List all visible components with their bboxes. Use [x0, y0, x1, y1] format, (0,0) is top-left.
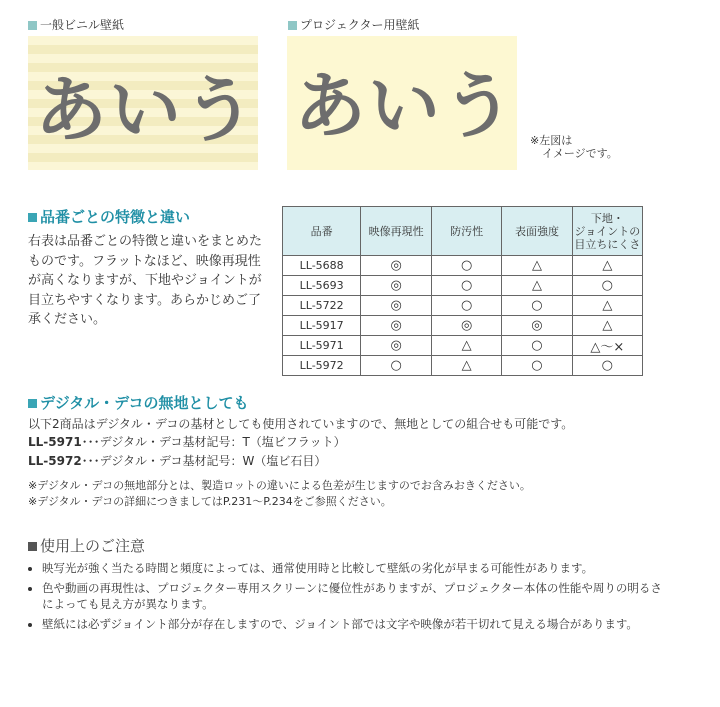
- sample-projector-title: [288, 16, 420, 33]
- table-row: [283, 256, 643, 276]
- digital-note: ※デジタル・デコの無地部分とは、製造ロットの違いによる色差が生じますのでお含みおきください。: [28, 479, 531, 492]
- table-cell: ○: [572, 356, 642, 376]
- table-cell: △: [572, 316, 642, 336]
- table-cell: LL-5688: [283, 256, 361, 276]
- table-cell: ○: [572, 276, 642, 296]
- table-cell: ○: [502, 336, 572, 356]
- digital-item-desc: ･･･デジタル・デコ基材記号：W（塩ビ石目）: [81, 454, 327, 468]
- digital-item-code: LL-5971: [28, 435, 82, 449]
- sample-vinyl-panel: [28, 36, 258, 170]
- table-cell: ○: [502, 296, 572, 316]
- header-cell: 品番: [283, 207, 361, 256]
- table-cell: ○: [502, 356, 572, 376]
- digital-item-desc: ･･･デジタル・デコ基材記号：T（塩ビフラット）: [81, 435, 346, 449]
- digital-note: ※デジタル・デコの詳細につきましてはP.231～P.234をご参照ください。: [28, 495, 392, 508]
- table-header-row: [283, 207, 643, 256]
- list-item: • 壁紙には必ずジョイント部分が存在しますので、ジョイント部では文字や映像が若干切れて見える場合があります。: [42, 616, 668, 632]
- table-cell: LL-5971: [283, 336, 361, 356]
- digital-intro: 以下2商品はデジタル・デコの基材としても使用されていますので、無地としての組合せも可能です。: [28, 417, 574, 431]
- table-cell: ◎: [361, 336, 432, 356]
- table-cell: ○: [431, 276, 501, 296]
- caution-heading-text: 使用上のご注意: [40, 537, 146, 555]
- sample-vinyl-title-text: 一般ビニル壁紙: [40, 18, 125, 32]
- sample-vinyl-title: [28, 16, 124, 33]
- table-row: [283, 296, 643, 316]
- table-cell: △: [502, 276, 572, 296]
- table-cell: ◎: [361, 276, 432, 296]
- sample-projector-kana: あいう: [294, 64, 517, 148]
- table-row: [283, 336, 643, 356]
- table-cell: △: [572, 296, 642, 316]
- square-marker-icon: [28, 399, 37, 408]
- table-cell: △: [572, 256, 642, 276]
- digital-item: [28, 434, 346, 451]
- sample-note-line: ※左図は: [530, 134, 573, 147]
- table-row: [283, 276, 643, 296]
- header-cell: 下地・ ジョイントの 目立ちにくさ: [572, 207, 642, 256]
- table-cell: △: [431, 356, 501, 376]
- caution-heading: [28, 535, 145, 556]
- square-marker-icon: [28, 542, 37, 551]
- feature-table: [282, 206, 643, 376]
- table-cell: ◎: [502, 316, 572, 336]
- list-item: • 色や動画の再現性は、プロジェクター専用スクリーンに優位性がありますが、プロジェクター本体の性能や周りの明るさによっても見え方が異なります。: [42, 580, 668, 612]
- digital-heading-text: デジタル・デコの無地としても: [40, 394, 249, 412]
- table-cell: ○: [431, 296, 501, 316]
- square-marker-icon: [28, 213, 37, 222]
- header-cell: 映像再現性: [361, 207, 432, 256]
- table-cell: LL-5693: [283, 276, 361, 296]
- table-cell: ○: [361, 356, 432, 376]
- table-row: [283, 356, 643, 376]
- table-cell: LL-5722: [283, 296, 361, 316]
- sample-projector-title-text: プロジェクター用壁紙: [300, 18, 420, 32]
- table-cell: △: [502, 256, 572, 276]
- table-cell: △～×: [572, 336, 642, 356]
- features-heading: [28, 206, 190, 227]
- digital-item: [28, 453, 326, 470]
- table-cell: ○: [431, 256, 501, 276]
- table-cell: LL-5972: [283, 356, 361, 376]
- sample-note: [530, 134, 618, 160]
- caution-list: [28, 560, 668, 636]
- sample-projector-panel: [287, 36, 517, 170]
- table-cell: ◎: [361, 316, 432, 336]
- features-heading-text: 品番ごとの特徴と違い: [40, 208, 191, 226]
- square-marker-icon: [28, 21, 37, 30]
- square-marker-icon: [288, 21, 297, 30]
- features-text: 右表は品番ごとの特徴と違いをまとめたものです。フラットなほど、映像再現性が高くなりますが、下地やジョイントが目立ちやすくなります。あらかじめご了承ください。: [28, 234, 263, 327]
- table-cell: ◎: [431, 316, 501, 336]
- digital-heading: [28, 392, 249, 413]
- table-cell: ◎: [361, 256, 432, 276]
- sample-note-line: イメージです。: [542, 147, 618, 160]
- table-cell: ◎: [361, 296, 432, 316]
- table-row: [283, 316, 643, 336]
- header-cell: 防汚性: [431, 207, 501, 256]
- header-cell: 表面強度: [502, 207, 572, 256]
- table-cell: LL-5917: [283, 316, 361, 336]
- digital-item-code: LL-5972: [28, 454, 82, 468]
- sample-vinyl-kana: あいう: [35, 68, 258, 152]
- list-item: • 映写光が強く当たる時間と頻度によっては、通常使用時と比較して壁紙の劣化が早まる可能性があります。: [42, 560, 668, 576]
- table-cell: △: [431, 336, 501, 356]
